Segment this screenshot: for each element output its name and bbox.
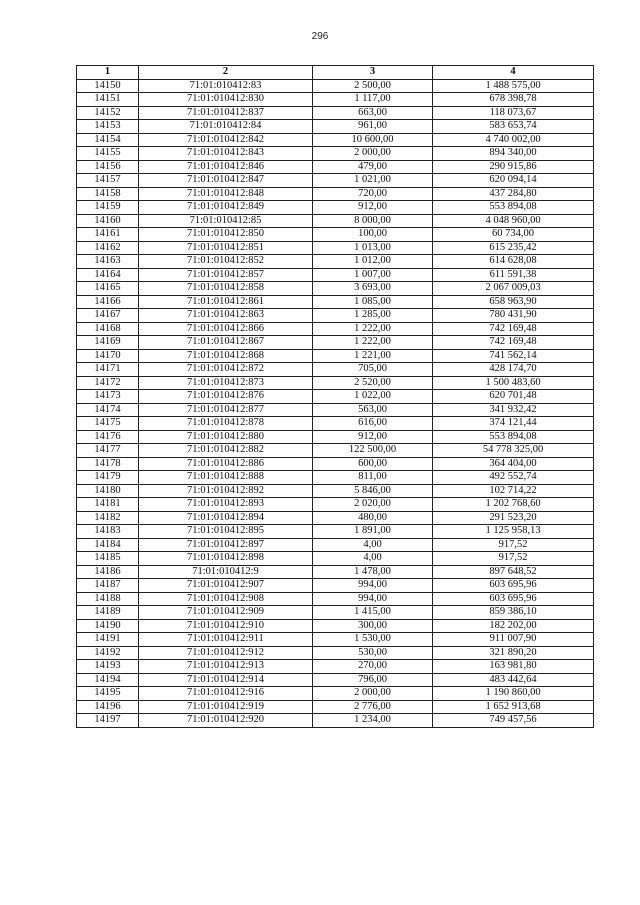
table-row: [77, 714, 594, 728]
table-cell: 483 442,64: [433, 673, 594, 687]
table-cell: 71:01:010412:888: [139, 471, 313, 485]
table-cell: 14178: [77, 457, 139, 471]
table-cell: 1 125 958,13: [433, 525, 594, 539]
table-cell: 14195: [77, 687, 139, 701]
table-cell: 102 714,22: [433, 484, 594, 498]
table-row: [77, 457, 594, 471]
table-cell: 71:01:010412:850: [139, 228, 313, 242]
table-cell: 71:01:010412:914: [139, 673, 313, 687]
table-cell: 71:01:010412:837: [139, 106, 313, 120]
table-cell: 553 894,08: [433, 430, 594, 444]
table-row: [77, 660, 594, 674]
table-cell: 1 222,00: [313, 336, 433, 350]
table-cell: 10 600,00: [313, 133, 433, 147]
table-cell: 71:01:010412:908: [139, 592, 313, 606]
table-cell: 961,00: [313, 120, 433, 134]
table-cell: 480,00: [313, 511, 433, 525]
table-cell: 71:01:010412:892: [139, 484, 313, 498]
table-cell: 163 981,80: [433, 660, 594, 674]
table-cell: 811,00: [313, 471, 433, 485]
table-cell: 437 284,80: [433, 187, 594, 201]
table-row: [77, 565, 594, 579]
table-cell: 2 500,00: [313, 79, 433, 93]
table-row: [77, 309, 594, 323]
table-cell: 71:01:010412:872: [139, 363, 313, 377]
table-cell: 2 776,00: [313, 700, 433, 714]
table-cell: 678 398,78: [433, 93, 594, 107]
table-row: [77, 228, 594, 242]
table-cell: 611 591,38: [433, 268, 594, 282]
table-cell: 14190: [77, 619, 139, 633]
table-cell: 894 340,00: [433, 147, 594, 161]
column-header: 1: [77, 66, 139, 80]
table-cell: 1 488 575,00: [433, 79, 594, 93]
table-cell: 620 701,48: [433, 390, 594, 404]
table-cell: 71:01:010412:911: [139, 633, 313, 647]
table-cell: 71:01:010412:863: [139, 309, 313, 323]
table-cell: 300,00: [313, 619, 433, 633]
table-cell: 492 552,74: [433, 471, 594, 485]
table-cell: 859 386,10: [433, 606, 594, 620]
table-row: [77, 295, 594, 309]
table-cell: 5 846,00: [313, 484, 433, 498]
table-cell: 14157: [77, 174, 139, 188]
table-cell: 14163: [77, 255, 139, 269]
table-cell: 1 478,00: [313, 565, 433, 579]
table-cell: 71:01:010412:9: [139, 565, 313, 579]
table-cell: 994,00: [313, 592, 433, 606]
table-cell: 14159: [77, 201, 139, 215]
table-cell: 71:01:010412:893: [139, 498, 313, 512]
table-row: [77, 606, 594, 620]
table-row: [77, 633, 594, 647]
table-cell: 14197: [77, 714, 139, 728]
table-row: [77, 363, 594, 377]
table-cell: 8 000,00: [313, 214, 433, 228]
table-cell: 71:01:010412:85: [139, 214, 313, 228]
table-cell: 912,00: [313, 430, 433, 444]
table-cell: 14167: [77, 309, 139, 323]
table-cell: 796,00: [313, 673, 433, 687]
table-cell: 14154: [77, 133, 139, 147]
table-row: [77, 106, 594, 120]
table-cell: 705,00: [313, 363, 433, 377]
table-cell: 911 007,90: [433, 633, 594, 647]
table-cell: 479,00: [313, 160, 433, 174]
table-cell: 14187: [77, 579, 139, 593]
table-cell: 1 021,00: [313, 174, 433, 188]
table-row: [77, 174, 594, 188]
table-row: [77, 673, 594, 687]
table-row: [77, 579, 594, 593]
table-cell: 71:01:010412:858: [139, 282, 313, 296]
table-row: [77, 592, 594, 606]
table-cell: 4 740 002,00: [433, 133, 594, 147]
table-row: [77, 120, 594, 134]
table-cell: 14193: [77, 660, 139, 674]
table-row: [77, 552, 594, 566]
table-cell: 1 085,00: [313, 295, 433, 309]
table-cell: 71:01:010412:913: [139, 660, 313, 674]
table-row: [77, 376, 594, 390]
table-cell: 563,00: [313, 403, 433, 417]
table-row: [77, 471, 594, 485]
column-header: 4: [433, 66, 594, 80]
table-cell: 71:01:010412:897: [139, 538, 313, 552]
table-cell: 600,00: [313, 457, 433, 471]
table-cell: 14196: [77, 700, 139, 714]
table-cell: 14162: [77, 241, 139, 255]
table-cell: 100,00: [313, 228, 433, 242]
table-cell: 4,00: [313, 552, 433, 566]
table-cell: 71:01:010412:878: [139, 417, 313, 431]
table-cell: 14188: [77, 592, 139, 606]
table-cell: 1 415,00: [313, 606, 433, 620]
table-row: [77, 322, 594, 336]
table-cell: 780 431,90: [433, 309, 594, 323]
table-cell: 14155: [77, 147, 139, 161]
table-row: [77, 619, 594, 633]
table-cell: 583 653,74: [433, 120, 594, 134]
table-cell: 321 890,20: [433, 646, 594, 660]
table-cell: 749 457,56: [433, 714, 594, 728]
table-row: [77, 430, 594, 444]
table-cell: 14184: [77, 538, 139, 552]
table-cell: 14168: [77, 322, 139, 336]
table-cell: 71:01:010412:898: [139, 552, 313, 566]
table-cell: 14174: [77, 403, 139, 417]
table-cell: 720,00: [313, 187, 433, 201]
table-row: [77, 336, 594, 350]
table-cell: 917,52: [433, 552, 594, 566]
table-cell: 71:01:010412:920: [139, 714, 313, 728]
table-cell: 290 915,86: [433, 160, 594, 174]
table-cell: 71:01:010412:866: [139, 322, 313, 336]
table-cell: 14185: [77, 552, 139, 566]
table-cell: 14179: [77, 471, 139, 485]
table-row: [77, 214, 594, 228]
table-cell: 4,00: [313, 538, 433, 552]
table-cell: 71:01:010412:894: [139, 511, 313, 525]
table-row: [77, 160, 594, 174]
table-cell: 71:01:010412:876: [139, 390, 313, 404]
table-cell: 2 000,00: [313, 147, 433, 161]
table-cell: 14186: [77, 565, 139, 579]
table-cell: 71:01:010412:867: [139, 336, 313, 350]
table-cell: 553 894,08: [433, 201, 594, 215]
table-cell: 14176: [77, 430, 139, 444]
table-cell: 14161: [77, 228, 139, 242]
table-cell: 14152: [77, 106, 139, 120]
table-cell: 912,00: [313, 201, 433, 215]
table-cell: 1 285,00: [313, 309, 433, 323]
table-row: [77, 349, 594, 363]
table-cell: 1 190 860,00: [433, 687, 594, 701]
table-cell: 620 094,14: [433, 174, 594, 188]
table-cell: 122 500,00: [313, 444, 433, 458]
table-cell: 14192: [77, 646, 139, 660]
table-cell: 71:01:010412:83: [139, 79, 313, 93]
table-cell: 14177: [77, 444, 139, 458]
table-cell: 71:01:010412:861: [139, 295, 313, 309]
table-cell: 71:01:010412:912: [139, 646, 313, 660]
table-cell: 14172: [77, 376, 139, 390]
table-row: [77, 700, 594, 714]
table-body: [77, 79, 594, 727]
table-cell: 71:01:010412:846: [139, 160, 313, 174]
table-cell: 14180: [77, 484, 139, 498]
table-row: [77, 390, 594, 404]
table-cell: 14153: [77, 120, 139, 134]
table-row: [77, 147, 594, 161]
table-cell: 71:01:010412:909: [139, 606, 313, 620]
table-header-row: [77, 66, 594, 80]
table-row: [77, 525, 594, 539]
table-cell: 71:01:010412:895: [139, 525, 313, 539]
table-row: [77, 93, 594, 107]
table-cell: 917,52: [433, 538, 594, 552]
table-cell: 14160: [77, 214, 139, 228]
table-cell: 118 073,67: [433, 106, 594, 120]
table-cell: 14175: [77, 417, 139, 431]
table-cell: 1 530,00: [313, 633, 433, 647]
table-cell: 897 648,52: [433, 565, 594, 579]
table-cell: 71:01:010412:851: [139, 241, 313, 255]
table-cell: 1 652 913,68: [433, 700, 594, 714]
table-row: [77, 444, 594, 458]
table-cell: 71:01:010412:907: [139, 579, 313, 593]
table-cell: 1 022,00: [313, 390, 433, 404]
table-cell: 14170: [77, 349, 139, 363]
table-row: [77, 241, 594, 255]
table-cell: 71:01:010412:847: [139, 174, 313, 188]
table-cell: 1 891,00: [313, 525, 433, 539]
table-cell: 71:01:010412:880: [139, 430, 313, 444]
table-cell: 3 693,00: [313, 282, 433, 296]
table-cell: 71:01:010412:852: [139, 255, 313, 269]
table-cell: 14166: [77, 295, 139, 309]
table-cell: 603 695,96: [433, 592, 594, 606]
table-cell: 14165: [77, 282, 139, 296]
table-cell: 14182: [77, 511, 139, 525]
table-cell: 14191: [77, 633, 139, 647]
table-cell: 663,00: [313, 106, 433, 120]
table-cell: 54 778 325,00: [433, 444, 594, 458]
table-row: [77, 268, 594, 282]
table-cell: 71:01:010412:849: [139, 201, 313, 215]
table-cell: 14181: [77, 498, 139, 512]
table-cell: 742 169,48: [433, 336, 594, 350]
table-cell: 14189: [77, 606, 139, 620]
table-row: [77, 79, 594, 93]
table-cell: 14171: [77, 363, 139, 377]
table-cell: 1 012,00: [313, 255, 433, 269]
table-row: [77, 403, 594, 417]
table-cell: 71:01:010412:882: [139, 444, 313, 458]
table-cell: 60 734,00: [433, 228, 594, 242]
table-cell: 14151: [77, 93, 139, 107]
table-cell: 2 520,00: [313, 376, 433, 390]
table-row: [77, 498, 594, 512]
table-cell: 1 221,00: [313, 349, 433, 363]
table-cell: 71:01:010412:868: [139, 349, 313, 363]
table-cell: 614 628,08: [433, 255, 594, 269]
table-cell: 71:01:010412:830: [139, 93, 313, 107]
table-cell: 374 121,44: [433, 417, 594, 431]
table-row: [77, 255, 594, 269]
table-cell: 1 222,00: [313, 322, 433, 336]
table-row: [77, 417, 594, 431]
page-number: 296: [311, 31, 329, 42]
table-row: [77, 484, 594, 498]
table-cell: 2 000,00: [313, 687, 433, 701]
table-cell: 71:01:010412:848: [139, 187, 313, 201]
table-cell: 71:01:010412:916: [139, 687, 313, 701]
table-cell: 615 235,42: [433, 241, 594, 255]
table-cell: 14164: [77, 268, 139, 282]
table-cell: 4 048 960,00: [433, 214, 594, 228]
table-cell: 658 963,90: [433, 295, 594, 309]
table-cell: 530,00: [313, 646, 433, 660]
table-cell: 71:01:010412:886: [139, 457, 313, 471]
table-cell: 603 695,96: [433, 579, 594, 593]
data-table: [76, 65, 594, 728]
table-cell: 1 234,00: [313, 714, 433, 728]
table-cell: 71:01:010412:842: [139, 133, 313, 147]
column-header: 3: [313, 66, 433, 80]
table-cell: 994,00: [313, 579, 433, 593]
table-cell: 1 500 483,60: [433, 376, 594, 390]
table-row: [77, 511, 594, 525]
table-cell: 270,00: [313, 660, 433, 674]
table-cell: 1 202 768,60: [433, 498, 594, 512]
table-cell: 14150: [77, 79, 139, 93]
table-cell: 2 020,00: [313, 498, 433, 512]
table-cell: 71:01:010412:919: [139, 700, 313, 714]
table-row: [77, 187, 594, 201]
table-row: [77, 687, 594, 701]
table-cell: 71:01:010412:843: [139, 147, 313, 161]
table-cell: 14158: [77, 187, 139, 201]
table-cell: 291 523,20: [433, 511, 594, 525]
table-cell: 71:01:010412:857: [139, 268, 313, 282]
table-cell: 2 067 009,03: [433, 282, 594, 296]
table-row: [77, 133, 594, 147]
table-cell: 14169: [77, 336, 139, 350]
table-cell: 741 562,14: [433, 349, 594, 363]
column-header: 2: [139, 66, 313, 80]
table-cell: 71:01:010412:84: [139, 120, 313, 134]
table-cell: 71:01:010412:910: [139, 619, 313, 633]
table-cell: 14183: [77, 525, 139, 539]
table-cell: 1 117,00: [313, 93, 433, 107]
table-cell: 616,00: [313, 417, 433, 431]
table-row: [77, 646, 594, 660]
table-cell: 71:01:010412:877: [139, 403, 313, 417]
table-cell: 742 169,48: [433, 322, 594, 336]
table-row: [77, 538, 594, 552]
table-row: [77, 201, 594, 215]
table-cell: 428 174,70: [433, 363, 594, 377]
table-cell: 14156: [77, 160, 139, 174]
table-cell: 341 932,42: [433, 403, 594, 417]
table-cell: 14194: [77, 673, 139, 687]
table-cell: 14173: [77, 390, 139, 404]
table-cell: 1 013,00: [313, 241, 433, 255]
table-row: [77, 282, 594, 296]
table-cell: 1 007,00: [313, 268, 433, 282]
table-cell: 71:01:010412:873: [139, 376, 313, 390]
table-cell: 182 202,00: [433, 619, 594, 633]
table-cell: 364 404,00: [433, 457, 594, 471]
